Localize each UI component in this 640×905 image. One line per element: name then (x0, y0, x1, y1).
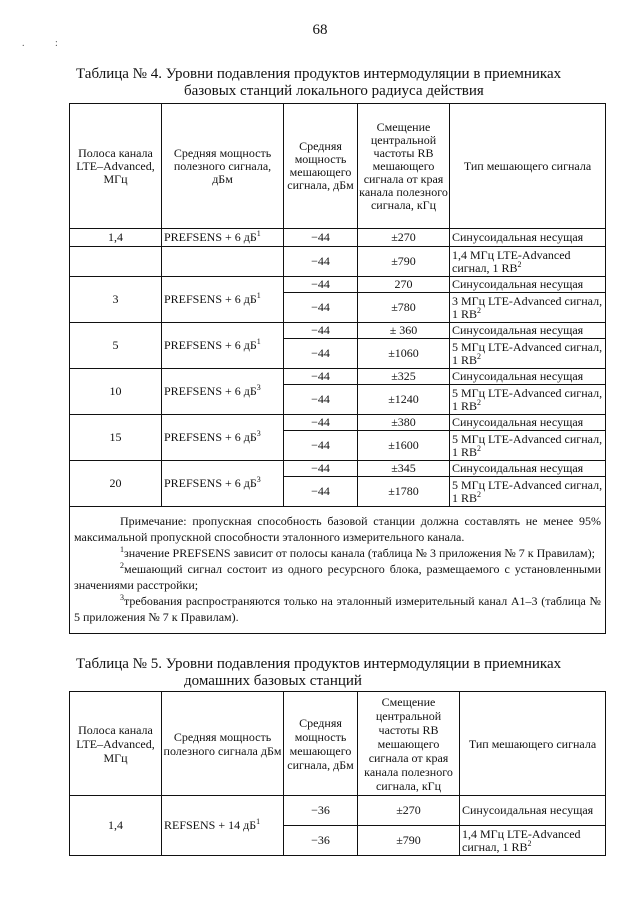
interference-cell: −44 (284, 431, 358, 461)
band-cell: 5 (70, 323, 162, 369)
header-interference-power: Средняя мощность мешающего сигнала, дБм (284, 104, 358, 229)
offset-cell: ±790 (358, 826, 460, 856)
interference-cell: −44 (284, 323, 358, 339)
band-cell: 3 (70, 277, 162, 323)
header-band: Полоса канала LTE–Advanced, МГц (70, 692, 162, 796)
type-cell: 5 МГц LTE-Advanced сигнал, 1 $RB^2$ (450, 431, 606, 461)
header-type: Тип мешающего сигнала (450, 104, 606, 229)
type-cell: Синусоидальная несущая (450, 229, 606, 247)
table4-caption-line1: Таблица № 4. Уровни подавления продуктов интермодуляции в приемниках (76, 66, 562, 82)
type-cell: Синусоидальная несущая (450, 323, 606, 339)
type-cell: Синусоидальная несущая (450, 369, 606, 385)
note-3: $^3$требования распространяются только на эталонный измерительный канал A1–3 (таблица № 5 приложения № 7 к Правилам). (74, 593, 601, 624)
interference-cell: −44 (284, 229, 358, 247)
interference-cell: −44 (284, 277, 358, 293)
offset-cell: ±270 (358, 229, 450, 247)
note-main: Примечание: пропускная способность базовой станции должна составлять не менее 95% максимальной пропускной способности эталонного измерительного канала. (74, 514, 601, 544)
band-cell: 10 (70, 369, 162, 415)
note-2: $^2$мешающий сигнал состоит из одного ресурсного блока, размещаемого с установленными значениями расстройки; (74, 561, 601, 592)
offset-cell: ±270 (358, 796, 460, 826)
interference-cell: −44 (284, 369, 358, 385)
offset-cell: ± 360 (358, 323, 450, 339)
type-cell: 5 МГц LTE-Advanced сигнал, 1 $RB^2$ (450, 385, 606, 415)
power-cell: PREFSENS + 6 $дБ^3$ (162, 415, 284, 461)
band-cell: 20 (70, 461, 162, 507)
interference-cell: −44 (284, 461, 358, 477)
type-cell: 3 МГц LTE-Advanced сигнал, 1 $RB^2$ (450, 293, 606, 323)
table-row (70, 369, 606, 385)
power-cell: REFSENS + 14 $дБ^1$ (162, 796, 284, 856)
type-cell: Синусоидальная несущая (460, 796, 606, 826)
power-cell: PREFSENS + 6 $дБ^1$ (162, 277, 284, 323)
band-cell: 1,4 (70, 229, 162, 247)
type-cell: Синусоидальная несущая (450, 415, 606, 431)
interference-cell: −44 (284, 339, 358, 369)
note-1: $^1$значение PREFSENS зависит от полосы канала (таблица № 3 приложения № 7 к Правилам); (120, 545, 595, 560)
table5 (69, 691, 606, 856)
offset-cell: ±1240 (358, 385, 450, 415)
type-cell: 5 МГц LTE-Advanced сигнал, 1 $RB^2$ (450, 477, 606, 507)
power-cell: PREFSENS + 6 $дБ^1$ (162, 323, 284, 369)
band-cell: 1,4 (70, 796, 162, 856)
scan-marks: . : (22, 38, 72, 49)
table4-caption-line2: базовых станций локального радиуса действия (184, 83, 484, 99)
header-power: Средняя мощность полезного сигнала дБм (162, 692, 284, 796)
type-cell: Синусоидальная несущая (450, 277, 606, 293)
header-type: Тип мешающего сигнала (460, 692, 606, 796)
offset-cell: 270 (358, 277, 450, 293)
header-power: Средняя мощность полезного сигнала, дБм (162, 104, 284, 229)
offset-cell: ±325 (358, 369, 450, 385)
type-cell: Синусоидальная несущая (450, 461, 606, 477)
interference-cell: −44 (284, 477, 358, 507)
power-cell: PREFSENS + 6 $дБ^3$ (162, 461, 284, 507)
type-cell: 1,4 МГц LTE-Advanced сигнал, 1 $RB^2$ (450, 247, 606, 277)
table-row (70, 796, 606, 826)
interference-cell: −44 (284, 385, 358, 415)
table-row (70, 415, 606, 431)
table4 (69, 103, 606, 634)
band-cell: 15 (70, 415, 162, 461)
table-row (70, 277, 606, 293)
header-offset: Смещение центральной частоты RB мешающего сигнала от края канала полезного сигнала, кГц (358, 104, 450, 229)
offset-cell: ±380 (358, 415, 450, 431)
table5-caption-line2: домашних базовых станций (184, 673, 362, 689)
interference-cell: −44 (284, 247, 358, 277)
offset-cell: ±790 (358, 247, 450, 277)
table4-notes (70, 507, 606, 634)
table-row (70, 229, 606, 247)
type-cell: 5 МГц LTE-Advanced сигнал, 1 $RB^2$ (450, 339, 606, 369)
offset-cell: ±1600 (358, 431, 450, 461)
offset-cell: ±1780 (358, 477, 450, 507)
interference-cell: −36 (284, 826, 358, 856)
header-band: Полоса канала LTE–Advanced, МГц (70, 104, 162, 229)
table5-caption (76, 656, 561, 690)
offset-cell: ±345 (358, 461, 450, 477)
power-cell: PREFSENS + 6 $дБ^1$ (162, 229, 284, 247)
header-offset: Смещение центральной частоты RB мешающего сигнала от края канала полезного сигнала, кГц (358, 692, 460, 796)
table-row (70, 323, 606, 339)
header-interference-power: Средняя мощность мешающего сигнала, дБм (284, 692, 358, 796)
offset-cell: ±1060 (358, 339, 450, 369)
table-row (70, 247, 606, 277)
table4-caption (76, 66, 561, 100)
interference-cell: −44 (284, 415, 358, 431)
interference-cell: −44 (284, 293, 358, 323)
page-number: 68 (312, 22, 328, 38)
offset-cell: ±780 (358, 293, 450, 323)
table-row (70, 461, 606, 477)
power-cell: PREFSENS + 6 $дБ^3$ (162, 369, 284, 415)
interference-cell: −36 (284, 796, 358, 826)
table5-caption-line1: Таблица № 5. Уровни подавления продуктов интермодуляции в приемниках (76, 656, 562, 672)
type-cell: 1,4 МГц LTE-Advanced сигнал, 1 $RB^2$ (460, 826, 606, 856)
